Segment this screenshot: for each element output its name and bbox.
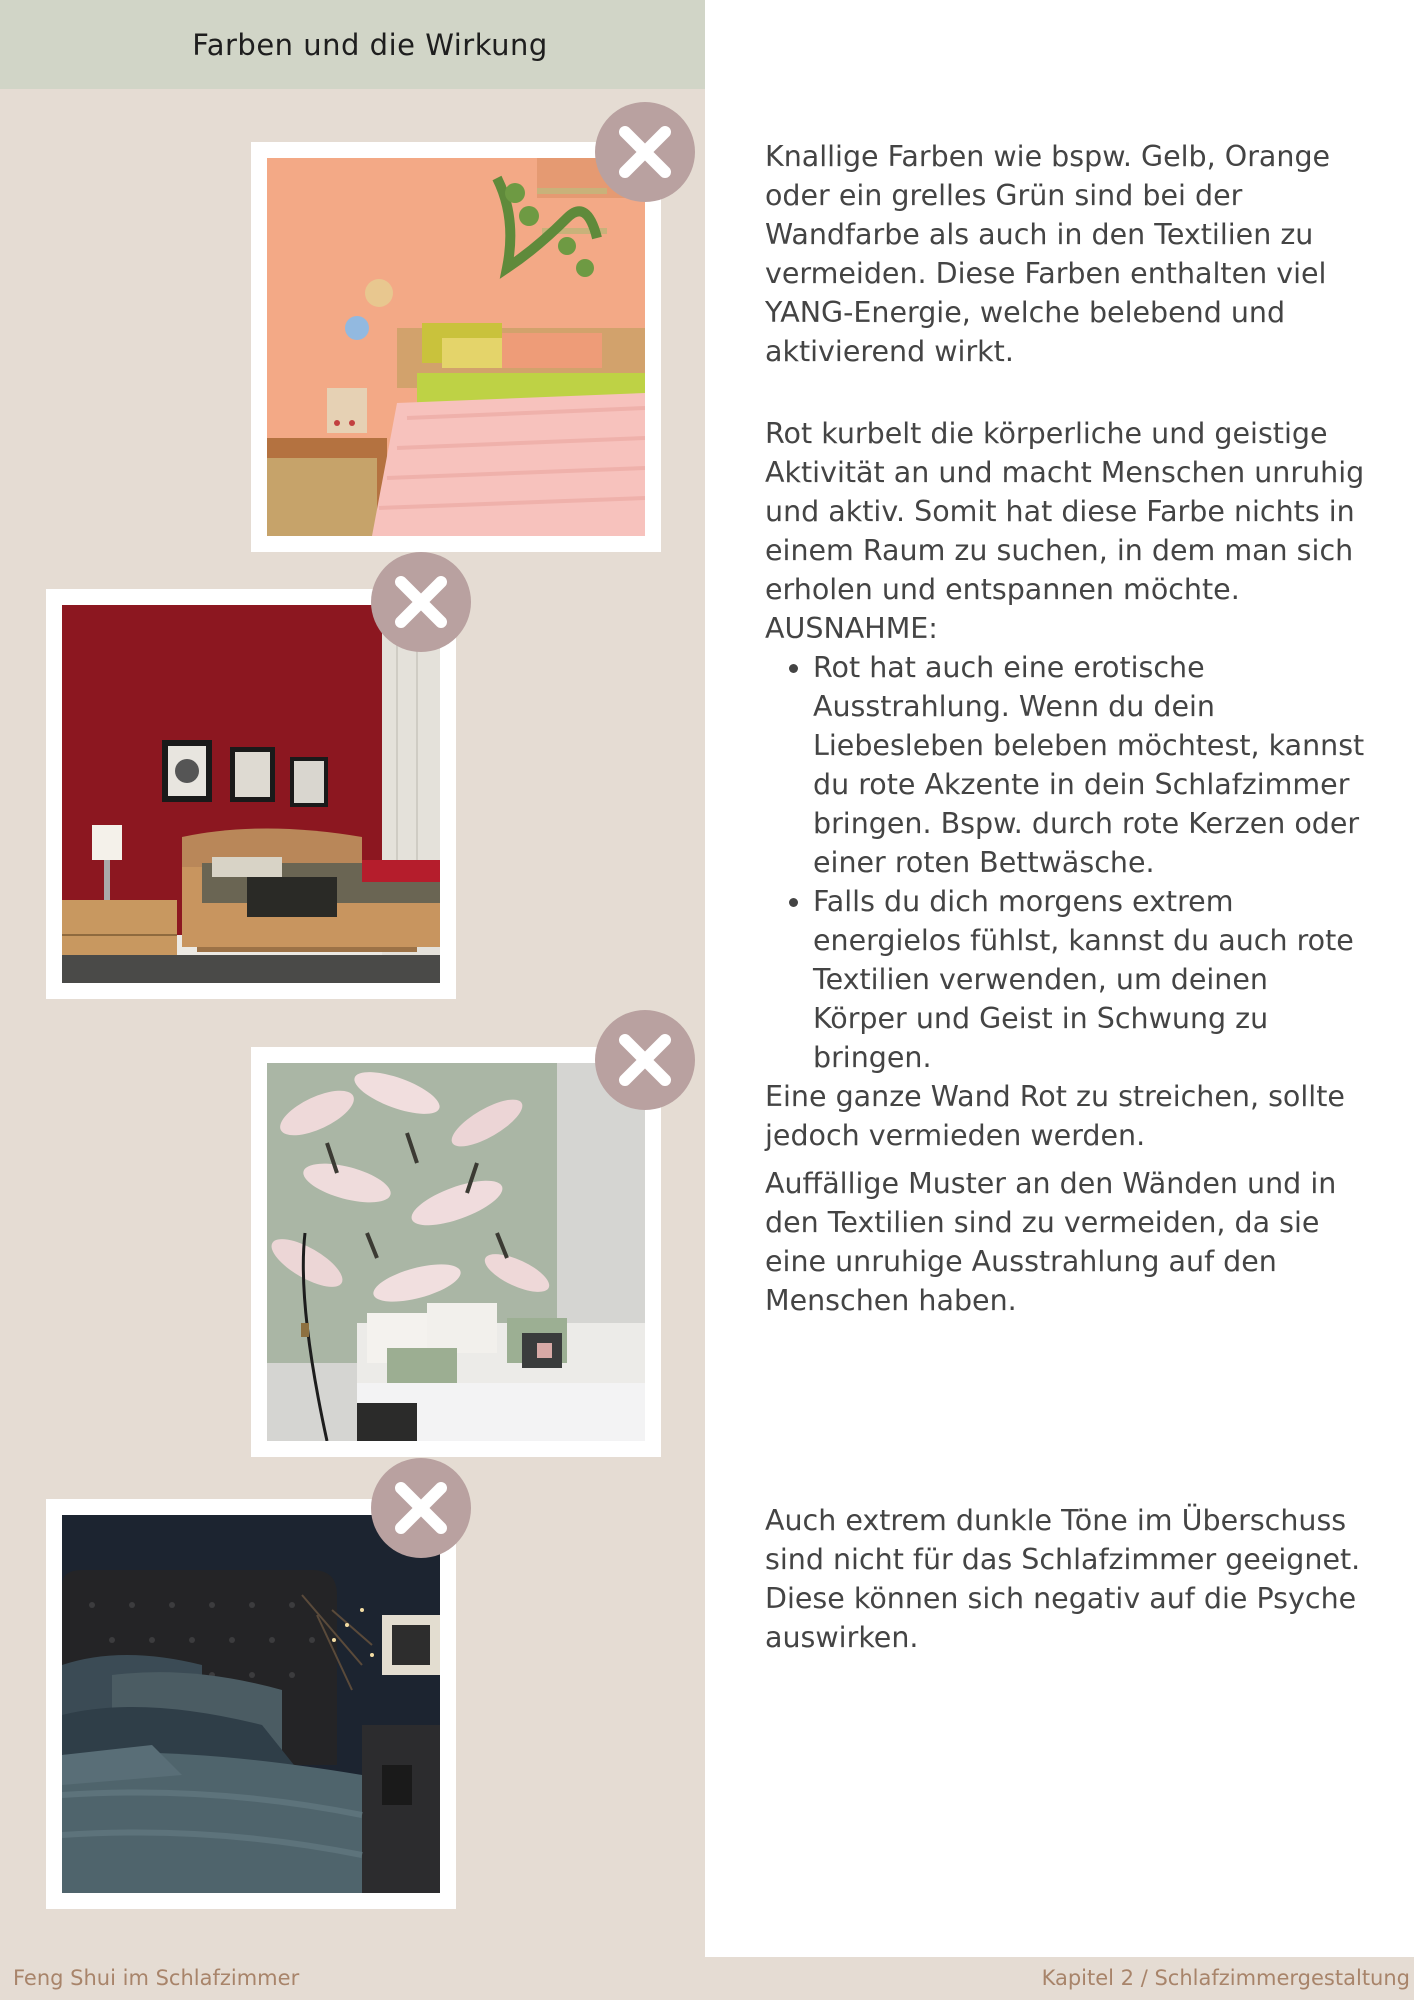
- red-bedroom-photo: [62, 605, 440, 983]
- paragraph-patterns: Auffällige Muster an den Wänden und in den Textilien sind zu vermeiden, da sie eine unruhige Ausstrahlung auf den Menschen haben.: [765, 1167, 1337, 1317]
- orange-bedroom-photo: [267, 158, 645, 536]
- paragraph-bright-colors: Knallige Farben wie bspw. Gelb, Orange oder ein grelles Grün sind bei der Wandfarbe als auch in den Textilien zu vermeiden. Diese Farben enthalten viel YANG-Energie, welche belebend und aktivierend wirkt.: [765, 140, 1331, 368]
- close-icon[interactable]: [595, 1010, 695, 1110]
- dark-bedroom-photo: [62, 1515, 440, 1893]
- header-bar: [0, 0, 705, 89]
- footer-book-title: Feng Shui im Schlafzimmer: [13, 1966, 300, 1990]
- exception-list: [765, 648, 1365, 1077]
- close-icon[interactable]: [371, 552, 471, 652]
- paragraph-red-wall: Eine ganze Wand Rot zu streichen, sollte jedoch vermieden werden.: [765, 1080, 1345, 1152]
- text-block-dark: [765, 1501, 1365, 1657]
- close-icon[interactable]: [371, 1458, 471, 1558]
- photo-frame-orange-bedroom: [251, 142, 661, 552]
- paragraph-dark-tones: Auch extrem dunkle Töne im Überschuss sind nicht für das Schlafzimmer geeignet. Diese können sich negativ auf die Psyche auswirken.: [765, 1504, 1361, 1654]
- footer: [0, 1957, 1414, 2000]
- page-title: Farben und die Wirkung: [192, 27, 548, 62]
- text-block-red: [765, 414, 1365, 1320]
- text-block-top: [765, 137, 1365, 371]
- footer-chapter: Kapitel 2 / Schlafzimmergestaltung: [1041, 1966, 1410, 1990]
- close-icon[interactable]: [595, 102, 695, 202]
- list-item: • Falls du dich morgens extrem energielos fühlst, kannst du auch rote Textilien verwenden, um deinen Körper und Geist in Schwung zu bringen.: [813, 882, 1365, 1077]
- exception-label: AUSNAHME:: [765, 612, 938, 645]
- list-item: • Rot hat auch eine erotische Ausstrahlung. Wenn du dein Liebesleben beleben möchtest, kannst du rote Akzente in dein Schlafzimmer bringen. Bspw. durch rote Kerzen oder einer roten Bettwäsche.: [813, 648, 1365, 882]
- photo-frame-dark-bedroom: [46, 1499, 456, 1909]
- paragraph-red-activity: Rot kurbelt die körperliche und geistige Aktivität an und macht Menschen unruhig und aktiv. Somit hat diese Farbe nichts in einem Raum zu suchen, in dem man sich erholen und entspannen möchte.: [765, 417, 1365, 606]
- pattern-bedroom-photo: [267, 1063, 645, 1441]
